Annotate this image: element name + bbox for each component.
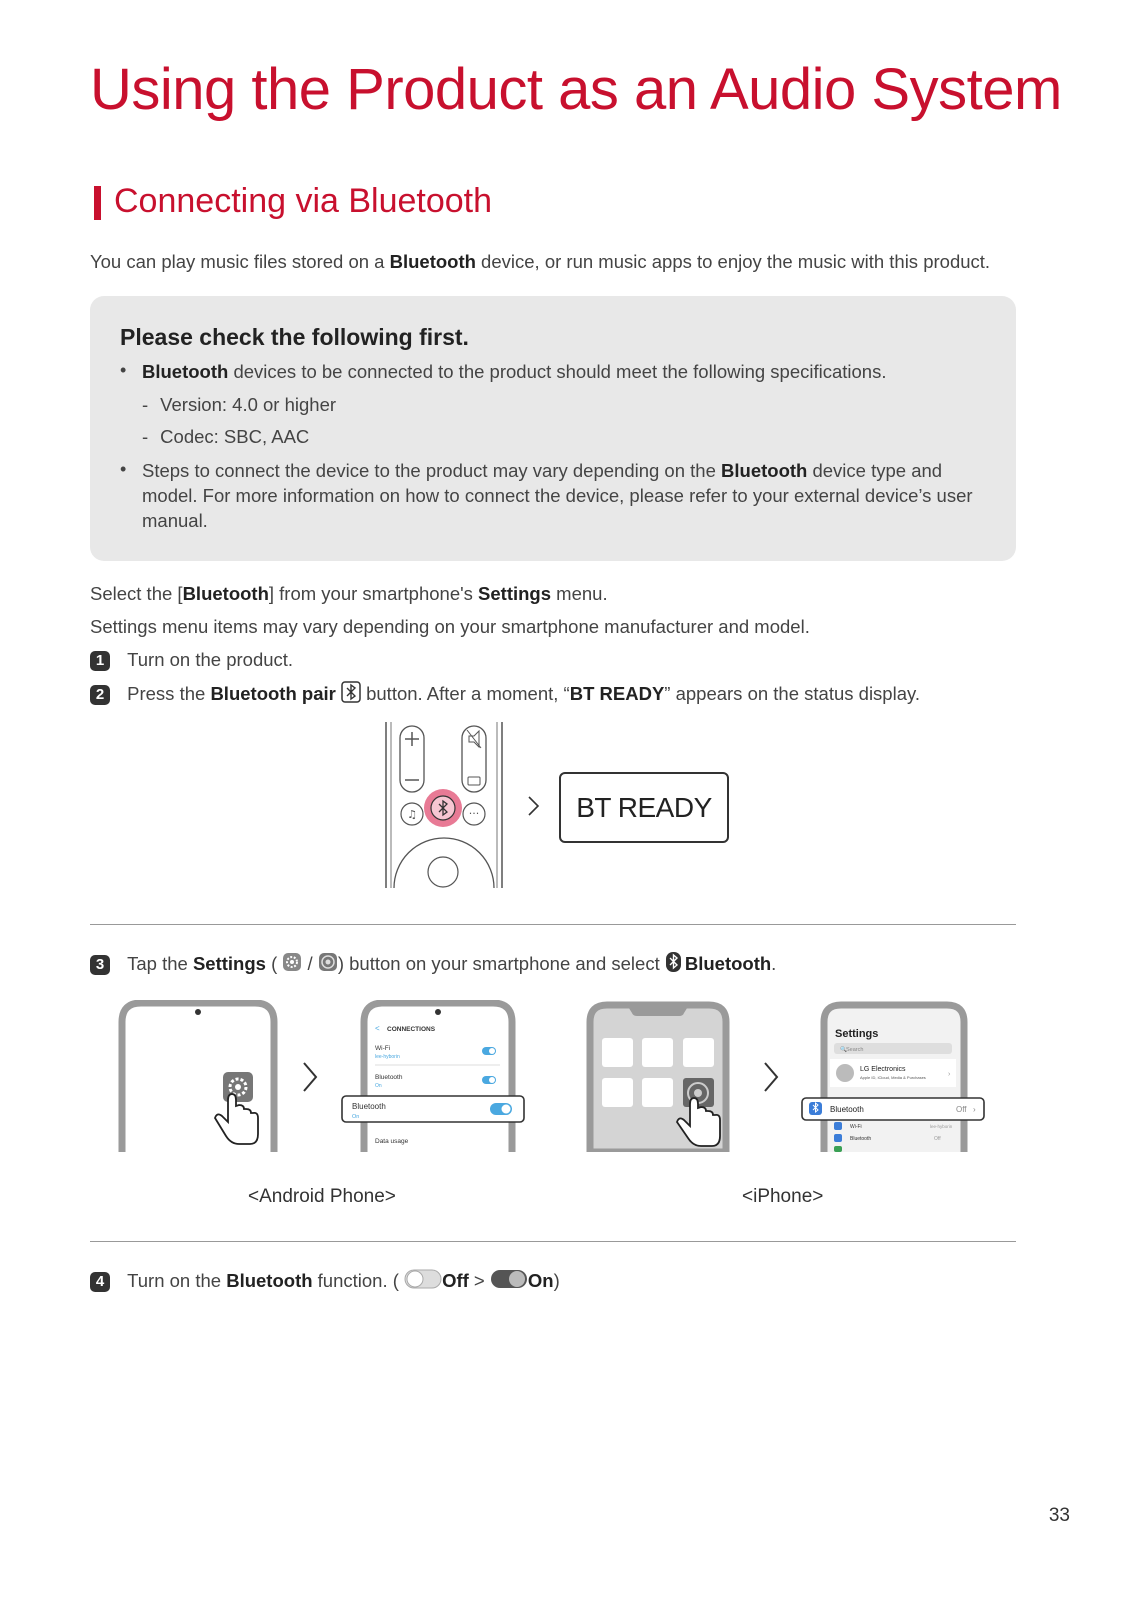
iphone-bt-popup-label: Bluetooth: [830, 1105, 864, 1114]
svg-text:♫: ♫: [407, 808, 417, 821]
vary-note: Settings menu items may vary depending on your smartphone manufacturer and model.: [90, 616, 810, 637]
toggle-on-icon: [490, 1268, 528, 1296]
bluetooth-icon: [665, 951, 685, 979]
chevron-right-icon: [526, 795, 540, 822]
iphone-account-sub: Apple ID, iCloud, Media & Purchases: [860, 1075, 926, 1080]
step-2-text: Press the: [127, 682, 211, 704]
android-bt-popup-label: Bluetooth: [352, 1102, 386, 1111]
bullet: •: [120, 459, 127, 479]
android-wifi-label: Wi-Fi: [375, 1045, 391, 1052]
toggle-off-icon: [404, 1268, 442, 1296]
page-title: Using the Product as an Audio System: [90, 57, 1062, 122]
android-bt-sub: On: [375, 1083, 382, 1089]
android-data-usage: Data usage: [375, 1138, 409, 1145]
iphone-bt-label: Bluetooth: [850, 1136, 872, 1142]
step-4-close-paren: ): [553, 1269, 560, 1291]
android-wifi-sub: lee-hyborin: [375, 1054, 400, 1060]
intro-bold: Bluetooth: [389, 251, 476, 272]
android-bt-popup-sub: On: [352, 1114, 360, 1120]
check-heading: Please check the following first.: [120, 324, 469, 350]
step-3-bold: Settings: [192, 952, 266, 974]
check-sub-1-text: Version: 4.0 or higher: [160, 394, 337, 415]
step-1-text: Turn on the product.: [127, 649, 294, 670]
step-number: 3: [90, 955, 110, 975]
check-sub-2-text: Codec: SBC, AAC: [160, 426, 310, 447]
select-text-mid: ] from your smartphone's: [268, 583, 479, 604]
iphone-search-label: Search: [846, 1047, 864, 1053]
android-home-illustration: [118, 1000, 278, 1152]
section-accent-bar: [94, 186, 101, 220]
select-text-end: menu.: [551, 583, 608, 604]
intro-text-end: device, or run music apps to enjoy the music with this product.: [475, 251, 991, 272]
check-item-1-bold: Bluetooth: [142, 361, 229, 382]
step-2-text-mid: button. After a moment, “: [360, 682, 570, 704]
step-2-text-end: ” appears on the status display.: [664, 682, 921, 704]
iphone-settings-illustration: [800, 1000, 990, 1152]
step-2-bold: Bluetooth pair: [210, 682, 336, 704]
android-bt-label: Bluetooth: [375, 1074, 403, 1081]
step-4-text: Turn on the: [127, 1269, 227, 1291]
step-4: [90, 1268, 560, 1296]
iphone-bt-value: Off: [934, 1136, 941, 1142]
svg-text:···: ···: [468, 807, 480, 820]
step-3-text: Tap the: [127, 952, 193, 974]
step-3-text-end: .: [771, 952, 777, 974]
check-item-2: [142, 458, 973, 533]
svg-text:›: ›: [973, 1105, 976, 1114]
iphone-caption: <iPhone>: [742, 1186, 824, 1207]
step-4-on-label: On: [527, 1269, 554, 1291]
iphone-bt-popup-value: Off: [956, 1105, 967, 1114]
step-1: [90, 648, 293, 672]
chevron-right-icon: [762, 1060, 780, 1099]
check-box: [90, 296, 1016, 561]
chevron-right-icon: [301, 1060, 319, 1099]
step-4-off-label: Off: [442, 1269, 469, 1291]
intro-text: You can play music files stored on a: [90, 251, 390, 272]
check-item-2-line-2: model. For more information on how to connect the device, please refer to your external device’s user: [142, 485, 973, 506]
select-instruction: [90, 582, 608, 606]
svg-text:<: <: [375, 1024, 380, 1033]
select-bold-bluetooth: Bluetooth: [182, 583, 269, 604]
iphone-settings-icon: [318, 952, 338, 978]
svg-text:›: ›: [948, 1071, 951, 1078]
iphone-settings-title: Settings: [835, 1028, 879, 1040]
check-item-1-text: devices to be connected to the product should meet the following specifications.: [228, 361, 887, 382]
step-3-paren: (: [265, 952, 278, 974]
iphone-account-name: LG Electronics: [860, 1066, 906, 1073]
step-number: 4: [90, 1272, 110, 1292]
step-3-bold-2: Bluetooth: [684, 952, 772, 974]
android-settings-icon: [282, 952, 302, 978]
android-connections-header: CONNECTIONS: [387, 1026, 436, 1033]
check-sub-1: - Version: 4.0 or higher: [142, 394, 337, 415]
step-4-bold: Bluetooth: [226, 1269, 313, 1291]
check-sub-2: - Codec: SBC, AAC: [142, 426, 310, 447]
remote-illustration: [380, 722, 510, 888]
iphone-home-illustration: [582, 1000, 732, 1152]
step-2-bold-2: BT READY: [569, 682, 665, 704]
bullet: •: [120, 360, 127, 380]
section-title: Connecting via Bluetooth: [114, 182, 493, 220]
divider: [90, 924, 1016, 925]
svg-text:🔍: 🔍: [840, 1047, 847, 1053]
check-item-1: [142, 359, 887, 384]
bluetooth-pair-icon: [341, 681, 361, 709]
select-text: Select the [: [90, 583, 183, 604]
android-caption: <Android Phone>: [248, 1186, 396, 1207]
step-3: [90, 951, 776, 979]
step-4-text-mid: function. (: [312, 1269, 399, 1291]
iphone-wifi-value: lee-hyborin: [930, 1124, 953, 1129]
check-item-2-line-3: manual.: [142, 510, 208, 531]
step-number: 1: [90, 651, 110, 671]
step-3-text-mid: ) button on your smartphone and select: [337, 952, 665, 974]
status-display: BT READY: [559, 772, 729, 843]
check-item-2-text-end: device type and: [807, 460, 943, 481]
divider: [90, 1241, 1016, 1242]
check-item-2-text: Steps to connect the device to the product may vary depending on the: [142, 460, 722, 481]
step-2: [90, 681, 920, 709]
iphone-wifi-label: Wi-Fi: [850, 1124, 862, 1130]
step-3-slash: /: [302, 952, 318, 974]
check-item-2-bold: Bluetooth: [721, 460, 808, 481]
step-4-arrow: >: [468, 1269, 490, 1291]
step-number: 2: [90, 685, 110, 705]
select-bold-settings: Settings: [478, 583, 552, 604]
intro-paragraph: [90, 250, 990, 274]
android-settings-illustration: [340, 1000, 530, 1152]
page-number: 33: [1048, 1505, 1070, 1526]
